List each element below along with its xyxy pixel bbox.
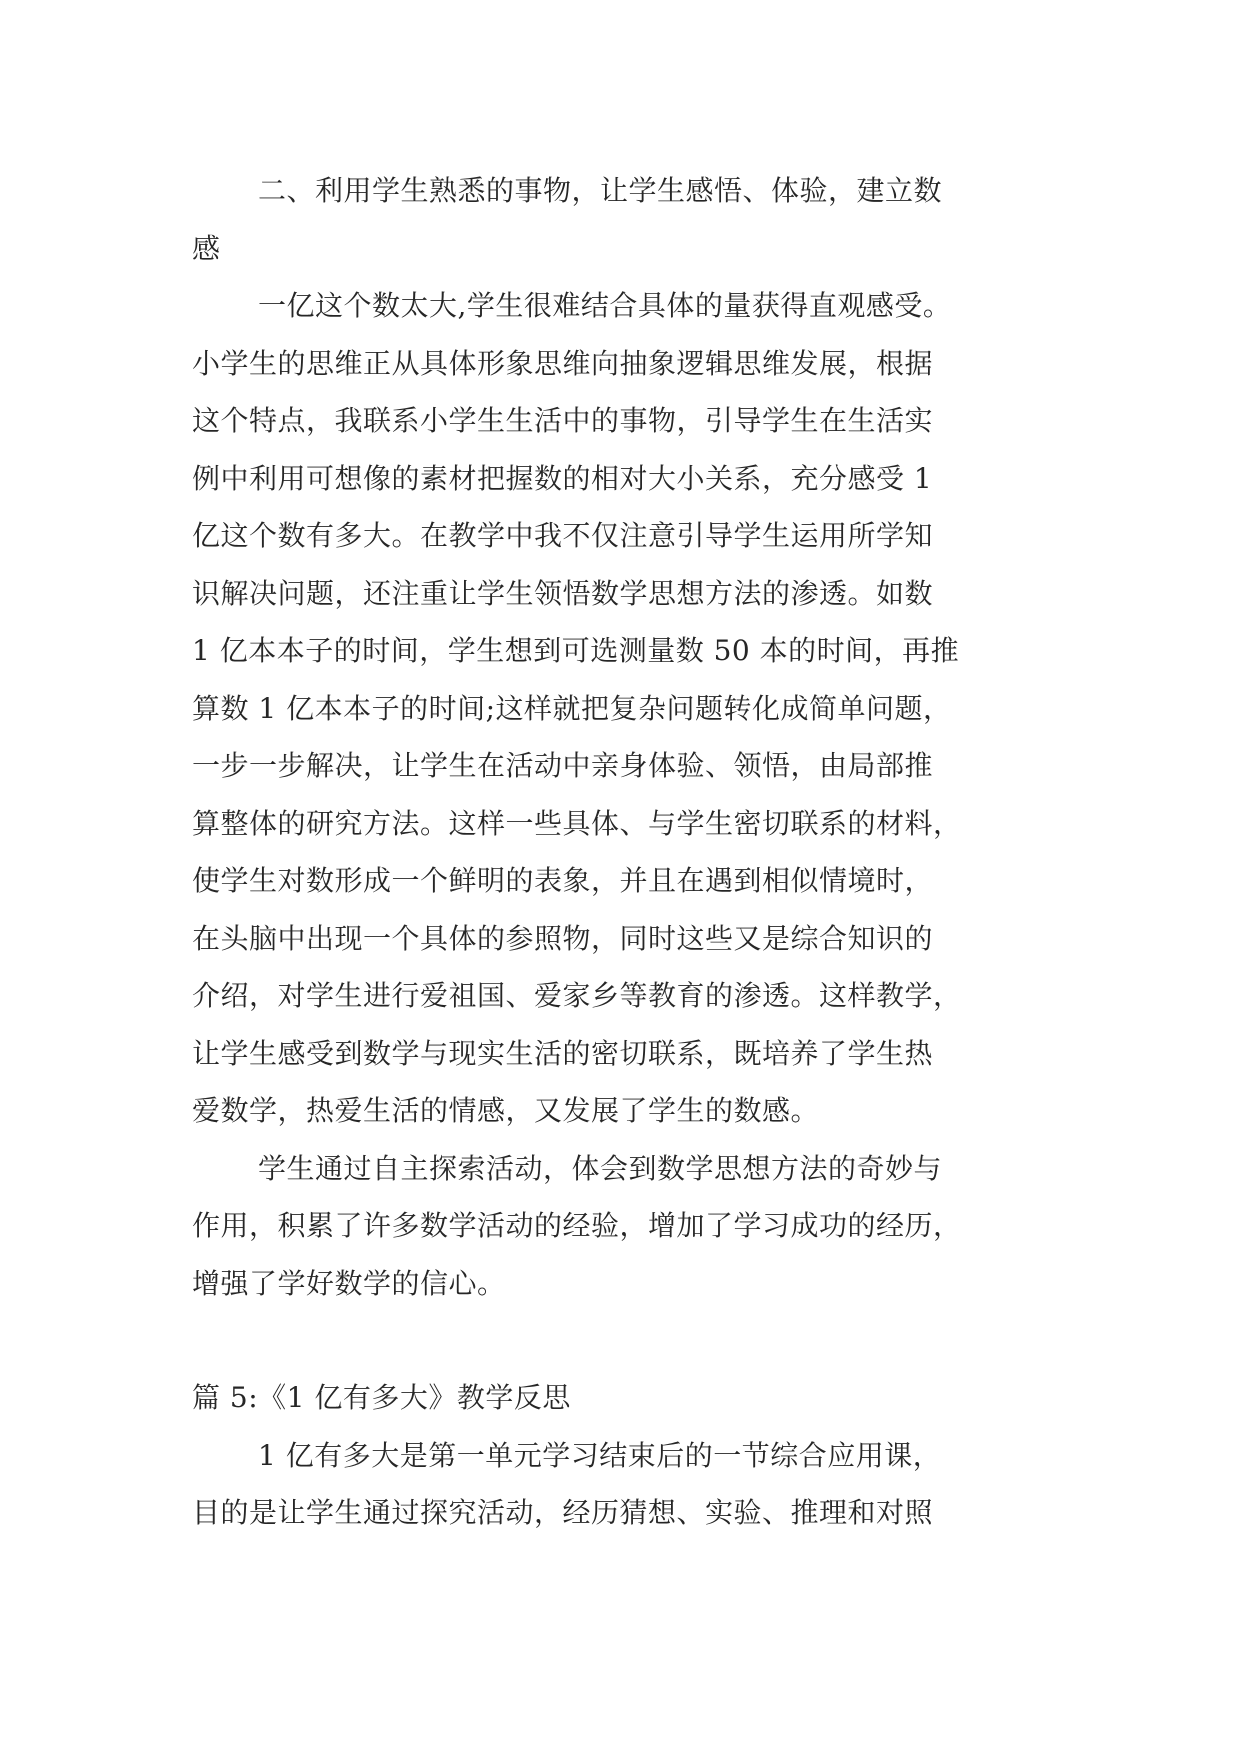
paragraph-line: 作用，积累了许多数学活动的经验，增加了学习成功的经历， [192, 1209, 962, 1242]
paragraph-line: 1 亿有多大是第一单元学习结束后的一节综合应用课， [258, 1438, 942, 1472]
paragraph-line: 识解决问题，还注重让学生领悟数学思想方法的渗透。如数 [192, 576, 934, 610]
document-body [192, 162, 1062, 1542]
paragraph-line: 让学生感受到数学与现实生活的密切联系，既培养了学生热 [192, 1036, 934, 1070]
paragraph-line: 例中利用可想像的素材把握数的相对大小关系，充分感受 1 [192, 461, 933, 495]
paragraph-line: 在头脑中出现一个具体的参照物，同时这些又是综合知识的 [192, 921, 934, 955]
paragraph-line: 1 亿本本子的时间，学生想到可选测量数 50 本的时间，再推 [192, 634, 960, 667]
paragraph-line: 目的是让学生通过探究活动，经历猜想、实验、推理和对照 [192, 1496, 934, 1529]
paragraph-line: 小学生的思维正从具体形象思维向抽象逻辑思维发展，根据 [192, 346, 934, 380]
section-heading-line-1: 二、利用学生熟悉的事物，让学生感悟、体验，建立数 [258, 174, 943, 207]
paragraph-line: 算整体的研究方法。这样一些具体、与学生密切联系的材料， [192, 806, 962, 840]
paragraph-line: 算数 1 亿本本子的时间;这样就把复杂问题转化成简单问题， [192, 691, 952, 725]
section-gap [192, 1312, 1062, 1369]
paragraph-line: 这个特点，我联系小学生生活中的事物，引导学生在生活实 [192, 404, 934, 437]
piece-title: 篇 5:《1 亿有多大》教学反思 [192, 1381, 571, 1414]
paragraph-line: 学生通过自主探索活动，体会到数学思想方法的奇妙与 [258, 1151, 943, 1185]
paragraph-line: 亿这个数有多大。在教学中我不仅注意引导学生运用所学知 [192, 519, 934, 552]
paragraph-line: 一亿这个数太大,学生很难结合具体的量获得直观感受。 [258, 289, 952, 322]
paragraph-line: 增强了学好数学的信心。 [192, 1266, 506, 1300]
paragraph-line: 使学生对数形成一个鲜明的表象，并且在遇到相似情境时， [192, 864, 934, 897]
section-heading-line-2: 感 [192, 231, 221, 265]
paragraph-line: 爱数学，热爱生活的情感，又发展了学生的数感。 [192, 1094, 820, 1127]
paragraph-line: 一步一步解决，让学生在活动中亲身体验、领悟，由局部推 [192, 749, 934, 782]
paragraph-line: 介绍，对学生进行爱祖国、爱家乡等教育的渗透。这样教学， [192, 979, 962, 1012]
